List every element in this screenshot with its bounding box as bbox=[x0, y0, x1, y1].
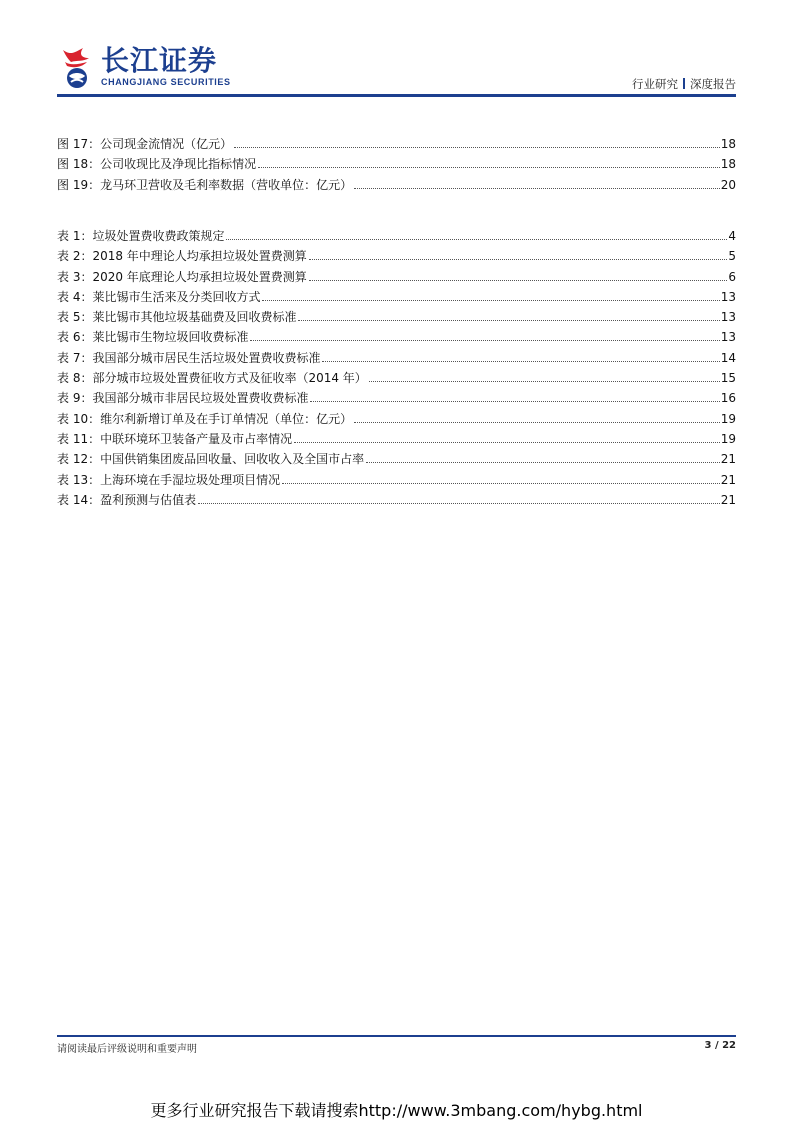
toc-entry-label: 表 10：维尔利新增订单及在手订单情况（单位：亿元） bbox=[57, 411, 353, 426]
toc-entry-page: 4 bbox=[728, 229, 736, 243]
footer-divider bbox=[57, 1035, 736, 1037]
toc-leader-dots bbox=[226, 238, 727, 240]
toc-entry-label: 表 7：我国部分城市居民生活垃圾处置费收费标准 bbox=[57, 350, 321, 365]
toc-leader-dots bbox=[354, 187, 720, 189]
toc-entry-label: 表 9：我国部分城市非居民垃圾处置费收费标准 bbox=[57, 391, 309, 406]
toc-entry-label: 表 8：部分城市垃圾处置费征收方式及征收率（2014 年） bbox=[57, 371, 367, 386]
report-category-label: 行业研究 bbox=[632, 77, 678, 91]
category-separator bbox=[683, 78, 685, 89]
toc-entry-label: 表 2：2018 年中理论人均承担垃圾处置费测算 bbox=[57, 249, 307, 264]
page-indicator: 3 / 22 bbox=[704, 1040, 736, 1051]
toc-entry-label: 表 12：中国供销集团废品回收量、回收收入及全国市占率 bbox=[57, 452, 365, 467]
toc-leader-dots bbox=[198, 502, 720, 504]
toc-entry-page: 19 bbox=[720, 431, 736, 446]
toc-entry-table-8[interactable] bbox=[57, 368, 736, 388]
toc-entry-table-13[interactable] bbox=[57, 470, 736, 490]
toc-entry-page: 15 bbox=[720, 371, 736, 386]
toc-entry-figure-19[interactable] bbox=[57, 175, 736, 195]
toc-entry-figure-18[interactable] bbox=[57, 154, 736, 174]
toc-entry-table-6[interactable] bbox=[57, 327, 736, 347]
toc-entry-label: 表 5：莱比锡市其他垃圾基础费及回收费标准 bbox=[57, 310, 297, 325]
toc-leader-dots bbox=[310, 400, 719, 402]
toc-entry-label: 图 19：龙马环卫营收及毛利率数据（营收单位：亿元） bbox=[57, 177, 353, 192]
toc-entry-label: 表 13：上海环境在手湿垃圾处理项目情况 bbox=[57, 472, 281, 487]
toc-leader-dots bbox=[369, 380, 720, 382]
logo-name-en: CHANGJIANG SECURITIES bbox=[101, 77, 231, 87]
toc-entry-label: 表 14：盈利预测与估值表 bbox=[57, 492, 197, 507]
toc-figures-list bbox=[57, 134, 736, 195]
toc-entry-label: 表 6：莱比锡市生物垃圾回收费标准 bbox=[57, 330, 249, 345]
toc-entry-figure-17[interactable] bbox=[57, 134, 736, 154]
toc-entry-page: 13 bbox=[720, 289, 736, 304]
toc-entry-label: 表 1：垃圾处置费收费政策规定 bbox=[57, 229, 225, 243]
toc-leader-dots bbox=[234, 146, 720, 148]
report-category bbox=[632, 76, 736, 92]
toc-entry-page: 13 bbox=[720, 330, 736, 345]
report-subcategory-label: 深度报告 bbox=[690, 77, 736, 91]
toc-leader-dots bbox=[298, 319, 719, 321]
toc-entry-table-7[interactable] bbox=[57, 348, 736, 368]
toc-entry-page: 18 bbox=[720, 137, 736, 151]
toc-leader-dots bbox=[354, 421, 720, 423]
toc-leader-dots bbox=[262, 299, 719, 301]
toc-leader-dots bbox=[366, 461, 720, 463]
logo-name-cn: 长江证券 bbox=[101, 44, 218, 77]
toc-entry-table-1[interactable] bbox=[57, 226, 736, 246]
logo-flame-icon bbox=[57, 46, 97, 90]
toc-entry-page: 5 bbox=[728, 249, 736, 264]
toc-entry-table-11[interactable] bbox=[57, 429, 736, 449]
toc-leader-dots bbox=[309, 279, 728, 281]
download-watermark: 更多行业研究报告下载请搜索http://www.3mbang.com/hybg.html bbox=[150, 1101, 643, 1120]
toc-entry-page: 21 bbox=[720, 472, 736, 487]
toc-leader-dots bbox=[309, 258, 728, 260]
toc-entry-table-12[interactable] bbox=[57, 449, 736, 469]
toc-entry-label: 图 17：公司现金流情况（亿元） bbox=[57, 137, 233, 151]
toc-leader-dots bbox=[250, 339, 719, 341]
toc-leader-dots bbox=[322, 360, 719, 362]
toc-entry-table-3[interactable] bbox=[57, 267, 736, 287]
toc-entry-page: 13 bbox=[720, 310, 736, 325]
toc-entry-label: 图 18：公司收现比及净现比指标情况 bbox=[57, 157, 257, 172]
toc-entry-table-9[interactable] bbox=[57, 388, 736, 408]
toc-entry-page: 14 bbox=[720, 350, 736, 365]
toc-entry-label: 表 3：2020 年底理论人均承担垃圾处置费测算 bbox=[57, 269, 307, 284]
toc-entry-page: 21 bbox=[720, 452, 736, 467]
toc-entry-table-4[interactable] bbox=[57, 287, 736, 307]
toc-entry-label: 表 11：中联环境环卫装备产量及市占率情况 bbox=[57, 431, 293, 446]
toc-tables-list bbox=[57, 226, 736, 510]
toc-entry-label: 表 4：莱比锡市生活来及分类回收方式 bbox=[57, 289, 261, 304]
toc-leader-dots bbox=[294, 441, 720, 443]
toc-entry-page: 20 bbox=[720, 177, 736, 192]
footer-disclaimer: 请阅读最后评级说明和重要声明 bbox=[57, 1044, 197, 1055]
toc-entry-table-14[interactable] bbox=[57, 490, 736, 510]
toc-leader-dots bbox=[282, 482, 720, 484]
toc-entry-page: 16 bbox=[720, 391, 736, 406]
company-logo bbox=[57, 40, 247, 94]
toc-entry-page: 18 bbox=[720, 157, 736, 172]
toc-entry-table-10[interactable] bbox=[57, 409, 736, 429]
toc-entry-page: 21 bbox=[720, 492, 736, 507]
header-divider bbox=[57, 94, 736, 97]
toc-leader-dots bbox=[258, 166, 720, 168]
toc-entry-table-5[interactable] bbox=[57, 307, 736, 327]
toc-entry-page: 6 bbox=[728, 269, 736, 284]
toc-entry-page: 19 bbox=[720, 411, 736, 426]
toc-entry-table-2[interactable] bbox=[57, 246, 736, 266]
